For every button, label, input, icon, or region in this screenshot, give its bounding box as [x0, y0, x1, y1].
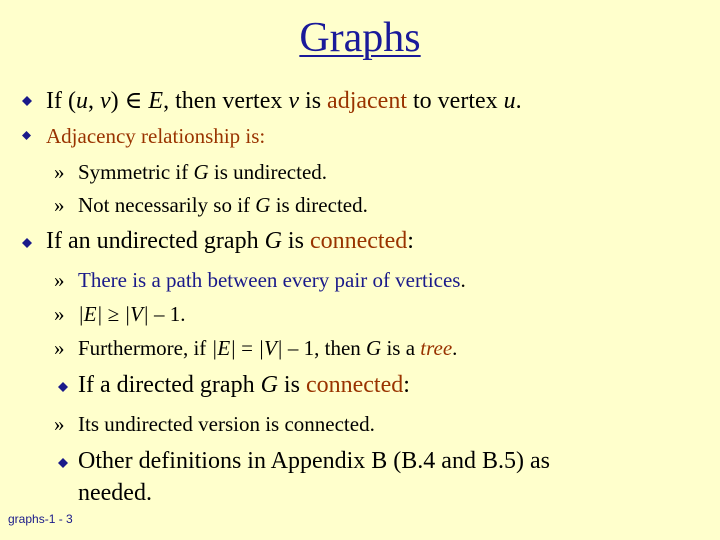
sub-bullet-edge-count: » |E| ≥ |V| – 1. — [54, 302, 186, 326]
bullet-directed-connected: If a directed graph G is connected: — [78, 372, 410, 398]
chevron-marker-icon: » — [54, 268, 65, 292]
chevron-marker-icon: » — [54, 193, 65, 217]
bullet-other-definitions-continued: needed. — [78, 480, 152, 506]
diamond-bullet-icon — [22, 131, 31, 140]
chevron-marker-icon: » — [54, 160, 65, 184]
chevron-marker-icon: » — [54, 302, 65, 326]
sub-bullet-tree: » Furthermore, if |E| = |V| – 1, then G is a tree. — [54, 336, 458, 360]
slide-footer: graphs-1 - 3 — [8, 512, 73, 526]
slide-title: Graphs — [299, 15, 421, 61]
bullet-undirected-connected: If an undirected graph G is connected: — [46, 228, 414, 254]
sub-bullet-not-necessarily: » Not necessarily so if G is directed. — [54, 193, 368, 217]
sub-bullet-path: » There is a path between every pair of vertices. — [54, 268, 466, 292]
diamond-bullet-icon — [22, 238, 32, 248]
diamond-bullet-icon — [58, 382, 68, 392]
sub-bullet-symmetric: » Symmetric if G is undirected. — [54, 160, 328, 184]
bullet-adjacency-relationship: Adjacency relationship is: — [46, 124, 266, 148]
bullet-other-definitions: Other definitions in Appendix B (B.4 and B.5) as — [78, 448, 550, 474]
diamond-bullet-icon — [22, 96, 32, 106]
chevron-marker-icon: » — [54, 412, 65, 436]
diamond-bullet-icon — [58, 458, 68, 468]
bullet-adjacent: If (u, v) ∈ E, then vertex v is adjacent to vertex u. — [46, 88, 522, 114]
chevron-marker-icon: » — [54, 336, 65, 360]
sub-bullet-undirected-version: » Its undirected version is connected. — [54, 412, 375, 436]
